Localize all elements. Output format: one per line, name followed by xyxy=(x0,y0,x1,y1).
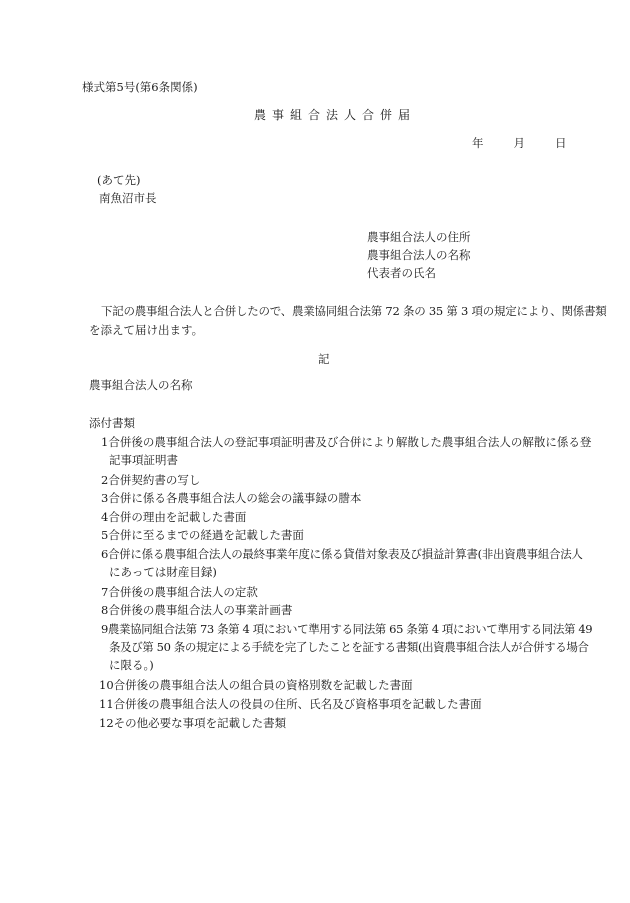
attachment-text: 合併後の農事組合法人の組合員の資格別数を記載した書面 xyxy=(113,678,413,692)
corp-name-label: 農事組合法人の名称 xyxy=(89,378,193,392)
attachment-item-2 xyxy=(101,475,200,487)
attachment-text: 合併後の農事組合法人の事業計画書 xyxy=(108,603,293,617)
attachment-item-9 xyxy=(101,624,592,636)
form-number: 様式第5号(第6条関係) xyxy=(82,80,198,94)
body-line-1: 下記の農事組合法人と合併したので、農業協同組合法第 72 条の 35 第 3 項の規定により、関係書類 xyxy=(101,304,607,318)
attachment-item-4 xyxy=(101,512,246,524)
attachment-item-10 xyxy=(99,680,413,692)
attachment-item-3 xyxy=(101,493,361,505)
attachment-text: 合併に係る各農事組合法人の総会の議事録の謄本 xyxy=(108,491,362,505)
attachment-text: 合併後の農事組合法人の定款 xyxy=(108,585,258,599)
attachment-text: その他必要な事項を記載した書類 xyxy=(113,716,287,730)
document-title: 農事組合法人合併届 xyxy=(254,108,417,122)
attachment-num: 11 xyxy=(99,697,114,711)
attachment-num: 2 xyxy=(101,473,109,487)
date-field xyxy=(472,138,567,150)
attachment-item-1 xyxy=(101,437,591,449)
attachment-num: 4 xyxy=(101,510,109,524)
attachment-item-1-cont: 記事項証明書 xyxy=(109,453,178,467)
attachment-item-9-cont2: に限る。) xyxy=(109,658,154,672)
attachment-item-7 xyxy=(101,587,258,599)
attachment-item-11 xyxy=(99,699,482,711)
recipient-name: 南魚沼市長 xyxy=(99,191,157,205)
attachment-num: 5 xyxy=(101,528,109,542)
recipient-label: (あて先) xyxy=(97,173,141,187)
attachment-num: 10 xyxy=(99,678,114,692)
attachment-item-6-cont: にあっては財産目録) xyxy=(109,565,217,579)
attachment-item-6 xyxy=(101,549,583,561)
attachment-num: 1 xyxy=(101,435,109,449)
attachment-text: 合併の理由を記載した書面 xyxy=(108,510,247,524)
attachment-item-9-cont: 条及び第 50 条の規定による手続を完了したことを証する書類(出資農事組合法人が合併する場合 xyxy=(109,640,589,654)
attachment-text: 農業協同組合法第 73 条第 4 項において準用する同法第 65 条第 4 項において準用する同法第 49 xyxy=(107,622,593,636)
applicant-address-label: 農事組合法人の住所 xyxy=(367,230,471,244)
attachment-text: 合併に至るまでの経過を記載した書面 xyxy=(108,528,304,542)
date-year-label: 年 xyxy=(472,136,484,150)
date-day-label: 日 xyxy=(555,136,567,150)
attachment-num: 3 xyxy=(101,491,109,505)
attachment-num: 9 xyxy=(101,622,108,636)
attachment-num: 12 xyxy=(99,716,114,730)
applicant-representative-label: 代表者の氏名 xyxy=(367,266,436,280)
applicant-name-label: 農事組合法人の名称 xyxy=(367,248,471,262)
date-month-label: 月 xyxy=(513,136,525,150)
ki-heading: 記 xyxy=(318,352,330,366)
attachment-item-12 xyxy=(99,718,286,730)
attachment-text: 合併後の農事組合法人の役員の住所、氏名及び資格事項を記載した書面 xyxy=(113,697,482,711)
body-line-2: を添えて届け出ます。 xyxy=(89,323,204,337)
attachment-text: 合併契約書の写し xyxy=(108,473,201,487)
attachment-num: 8 xyxy=(101,603,109,617)
attachment-text: 合併に係る農事組合法人の最終事業年度に係る貸借対象表及び損益計算書(非出資農事組合法人 xyxy=(108,547,583,561)
attachment-item-8 xyxy=(101,605,292,617)
attachment-text: 合併後の農事組合法人の登記事項証明書及び合併により解散した農事組合法人の解散に係る登 xyxy=(108,435,592,449)
attachment-item-5 xyxy=(101,530,304,542)
attachment-num: 6 xyxy=(101,547,109,561)
attachments-heading: 添付書類 xyxy=(89,416,135,430)
attachment-num: 7 xyxy=(101,585,109,599)
